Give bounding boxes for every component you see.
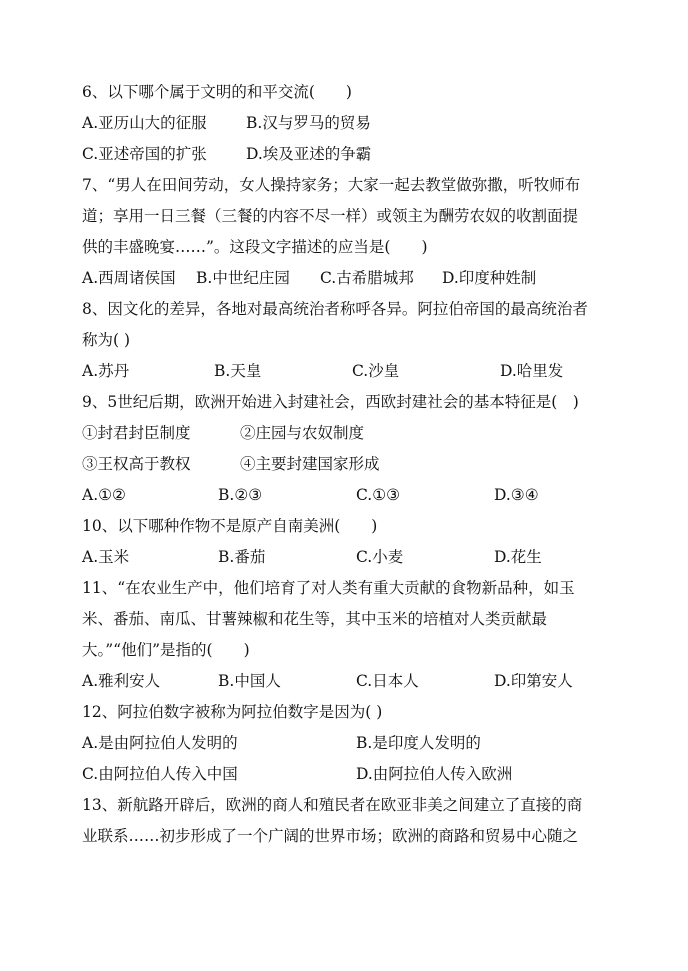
question-7-option-a: A.西周诸侯国 [82,269,176,287]
question-10-option-d: D.花生 [494,548,542,566]
question-10-option-b: B.番茄 [218,548,266,566]
question-11-stem-line-1: 11、“在农业生产中，他们培育了对人类有重大贡献的食物新品种，如玉 [82,579,575,597]
question-9-option-d: D.③④ [494,486,539,504]
question-9-item-1: ①封君封臣制度 [82,424,191,442]
question-6-option-c: C.亚述帝国的扩张 [82,145,207,163]
question-12-option-a: A.是由阿拉伯人发明的 [82,734,238,752]
question-7-stem-line-2: 道；享用一日三餐（三餐的内容不尽一样）或领主为酬劳农奴的收割面提 [82,207,579,225]
question-8-option-a: A.苏丹 [82,362,130,380]
question-6-option-a: A.亚历山大的征服 [82,114,207,132]
question-12-option-d: D.由阿拉伯人传入欧洲 [356,765,513,783]
question-9-option-a: A.①② [82,486,126,504]
question-8-stem-line-2: 称为( ) [82,331,131,349]
question-12-stem: 12、阿拉伯数字被称为阿拉伯数字是因为( ) [82,703,383,721]
question-7-stem-line-3: 供的丰盛晚宴……”。这段文字描述的应当是( ) [82,238,428,256]
question-7-option-d: D.印度种姓制 [442,269,537,287]
question-9-item-3: ③王权高于教权 [82,455,191,473]
question-8-stem-line-1: 8、因文化的差异，各地对最高统治者称呼各异。阿拉伯帝国的最高统治者 [82,300,588,318]
question-10-option-a: A.玉米 [82,548,130,566]
question-11-option-c: C.日本人 [356,672,419,690]
question-11-option-d: D.印第安人 [494,672,573,690]
question-11-option-b: B.中国人 [218,672,281,690]
question-10-stem: 10、以下哪种作物不是原产自南美洲( ) [82,517,378,535]
question-8-option-b: B.天皇 [214,362,262,380]
question-6-option-b: B.汉与罗马的贸易 [246,114,371,132]
question-8-option-c: C.沙皇 [352,362,400,380]
question-11-stem-line-3: 大。”“他们”是指的( ) [82,641,250,659]
question-7-option-b: B.中世纪庄园 [196,269,290,287]
question-9-stem: 9、5世纪后期，欧洲开始进入封建社会，西欧封建社会的基本特征是( ) [82,393,579,411]
question-12-option-c: C.由阿拉伯人传入中国 [82,765,238,783]
question-7-option-c: C.古希腊城邦 [320,269,414,287]
question-9-option-c: C.①③ [356,486,401,504]
question-11-stem-line-2: 米、番茄、南瓜、甘薯辣椒和花生等，其中玉米的培植对人类贡献最 [82,610,548,628]
question-9-item-4: ④主要封建国家形成 [240,455,380,473]
question-7-stem-line-1: 7、“男人在田间劳动，女人操持家务；大家一起去教堂做弥撒，听牧师布 [82,176,581,194]
question-13-stem-line-2: 业联系……初步形成了一个广阔的世界市场；欧洲的商路和贸易中心随之 [82,827,579,845]
question-13-stem-line-1: 13、新航路开辟后，欧洲的商人和殖民者在欧亚非美之间建立了直接的商 [82,796,583,814]
question-12-option-b: B.是印度人发明的 [356,734,481,752]
question-9-item-2: ②庄园与农奴制度 [240,424,365,442]
question-10-option-c: C.小麦 [356,548,404,566]
question-11-option-a: A.雅利安人 [82,672,161,690]
question-6-option-d: D.埃及亚述的争霸 [246,145,372,163]
question-6-stem: 6、以下哪个属于文明的和平交流( ) [82,83,352,101]
question-9-option-b: B.②③ [218,486,263,504]
question-8-option-d: D.哈里发 [500,362,564,380]
